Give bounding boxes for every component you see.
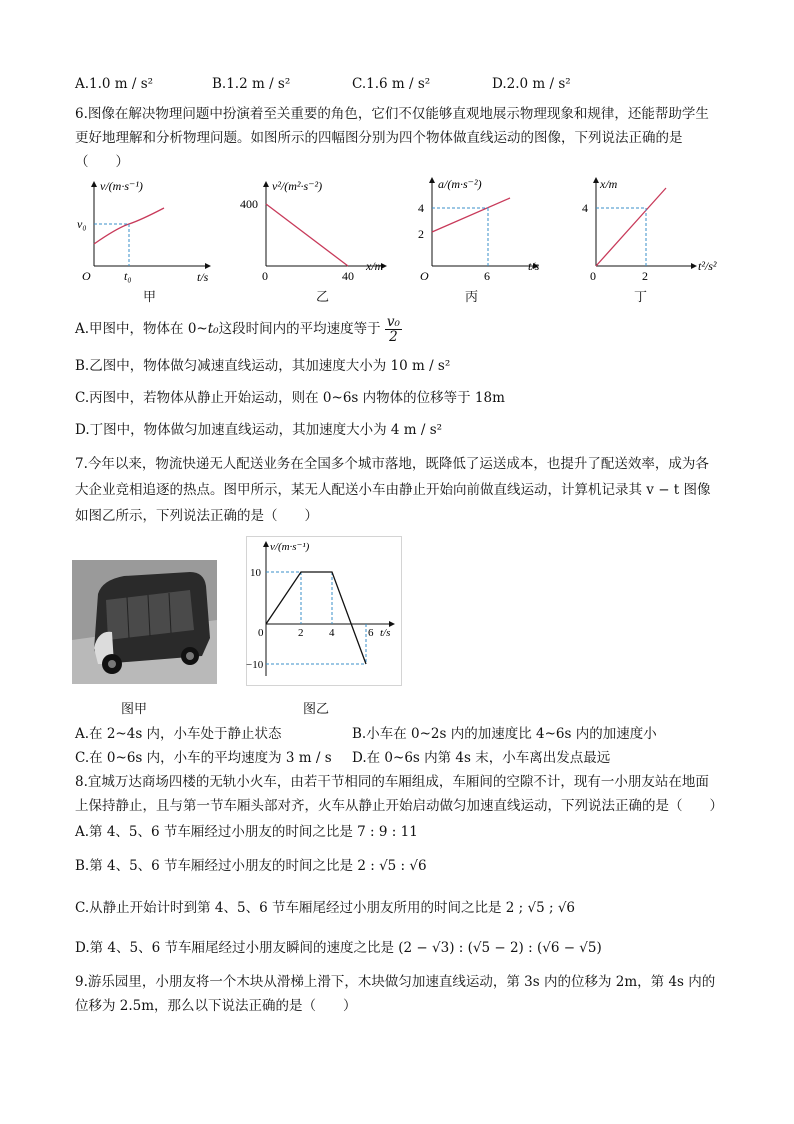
q8-option-a: A.第 4、5、6 节车厢经过小朋友的时间之比是 7 : 9 : 11	[75, 824, 418, 840]
y-tick-neg: −10	[246, 659, 264, 671]
graph-jia	[72, 176, 222, 301]
q8-option-d: D.第 4、5、6 节车厢尾经过小朋友瞬间的速度之比是 (2 − √3) : (√5 − 2) : (√6 − √5)	[75, 940, 602, 956]
origin-label: 0	[590, 269, 596, 283]
q7-option-c: C.在 0~6s 内，小车的平均速度为 3 m / s	[75, 750, 332, 766]
y-axis-label: v/(m·s⁻¹)	[100, 179, 143, 193]
fraction-numerator: v₀	[386, 314, 400, 330]
q7-stem-line1: 7.今年以来，物流快递无人配送业务在全国多个城市落地，既降低了运送成本，也提升了配送效率，成为各	[75, 456, 709, 472]
q5-option-c: C.1.6 m / s²	[352, 76, 431, 92]
x-tick-label: t₀	[124, 269, 132, 283]
fraction-denominator: 2	[389, 329, 398, 345]
graph-yi	[238, 176, 398, 301]
q6-option-a-pre: A.甲图中，物体在 0~	[75, 321, 208, 337]
q8-stem-line2: 上保持静止，且与第一节车厢头部对齐，火车从静止开始启动做匀加速直线运动，下列说法正确的是（ ）	[75, 798, 723, 814]
x-tick-6: 6	[368, 627, 374, 639]
origin-label: 0	[262, 269, 268, 283]
vehicle-illustration	[72, 560, 217, 684]
caption-fig-yi: 图乙	[303, 702, 330, 717]
x-tick-label: 40	[342, 269, 354, 283]
q6-stem-line1: 6.图像在解决物理问题中扮演着至关重要的角色，它们不仅能够直观地展示物理现象和规律，还能帮助学生	[75, 106, 709, 122]
a-t-line	[432, 198, 510, 232]
q6-option-c: C.丙图中，若物体从静止开始运动，则在 0~6s 内物体的位移等于 18m	[75, 390, 505, 406]
q5-option-a: A.1.0 m / s²	[75, 76, 154, 92]
vt-graph-q7	[246, 536, 402, 686]
q8-stem-line1: 8.宜城万达商场四楼的无轨小火车，由若干节相同的车厢组成，车厢间的空隙不计，现有一小朋友站在地面	[75, 774, 709, 790]
q7-stem-line2: 大企业竞相追逐的热点。图甲所示，某无人配送小车由静止开始向前做直线运动，计算机记录其 v − t 图像	[75, 482, 711, 498]
x-tick-label: 6	[484, 269, 490, 283]
graph-ding	[574, 172, 724, 301]
q6-option-a	[75, 312, 402, 346]
q5-option-d: D.2.0 m / s²	[492, 76, 571, 92]
q7-option-b: B.小车在 0~2s 内的加速度比 4~6s 内的加速度小	[352, 726, 657, 742]
q6-option-d: D.丁图中，物体做匀加速直线运动，其加速度大小为 4 m / s²	[75, 422, 443, 438]
y-tick-label: 400	[240, 197, 258, 211]
q8-option-b: B.第 4、5、6 节车厢经过小朋友的时间之比是 2 : √5 : √6	[75, 858, 427, 874]
q7-option-a: A.在 2~4s 内，小车处于静止状态	[75, 726, 282, 742]
q6-option-a-mid: 这段时间内的平均速度等于	[218, 321, 381, 337]
x-axis-label: t²/s²	[698, 259, 717, 273]
x-axis-label: t/s	[380, 627, 391, 639]
q9-stem-line2: 位移为 2.5m，那么以下说法正确的是（ ）	[75, 998, 357, 1014]
v2-x-line	[266, 204, 348, 266]
q7-option-d: D.在 0~6s 内第 4s 末，小车离出发点最远	[352, 750, 611, 766]
y-axis-label: v²/(m²·s⁻²)	[272, 179, 323, 193]
y-axis-label: v/(m·s⁻¹)	[270, 541, 310, 553]
x-tick-4: 4	[329, 627, 335, 639]
q6-stem-line2: 更好地理解和分析物理问题。如图所示的四幅图分别为四个物体做直线运动的图像，下列说法正确的是	[75, 130, 683, 146]
origin-label: O	[82, 269, 91, 283]
y-tick-label: 4	[418, 201, 424, 215]
x-axis-label: t/s	[197, 270, 209, 284]
x-tick-label: 2	[642, 269, 648, 283]
x-tick-2: 2	[298, 627, 304, 639]
v0-over-2-fraction	[385, 315, 402, 344]
y-tick-label-2: 2	[418, 227, 424, 241]
y-tick-label: 4	[582, 201, 588, 215]
q8-option-c: C.从静止开始计时到第 4、5、6 节车厢尾经过小朋友所用的时间之比是 2 ; √5 ; √6	[75, 900, 576, 916]
x-axis-label: t/s	[528, 259, 540, 273]
q9-stem-line1: 9.游乐园里，小朋友将一个木块从滑梯上滑下，木块做匀加速直线运动，第 3s 内的位移为 2m，第 4s 内的	[75, 974, 716, 990]
caption-fig-jia: 图甲	[121, 702, 148, 717]
q5-option-b: B.1.2 m / s²	[212, 76, 291, 92]
y-tick-label: v₀	[77, 217, 87, 231]
caption-bing: 丙	[465, 290, 479, 305]
x-axis-label: x/m	[366, 259, 384, 273]
caption-ding: 丁	[634, 290, 648, 305]
y-axis-label: x/m	[600, 177, 618, 191]
q6-option-b: B.乙图中，物体做匀减速直线运动，其加速度大小为 10 m / s²	[75, 358, 451, 374]
q7-stem-line3: 如图乙所示，下列说法正确的是（ ）	[75, 508, 318, 524]
q6-stem-line3: （ ）	[75, 154, 129, 170]
delivery-vehicle-photo	[72, 560, 217, 684]
y-tick-pos: 10	[250, 567, 261, 579]
caption-yi: 乙	[316, 290, 330, 305]
q6-option-a-t0: t₀	[207, 321, 219, 337]
caption-jia: 甲	[143, 290, 157, 305]
origin-label: O	[420, 269, 429, 283]
x-t2-line	[596, 188, 666, 266]
y-axis-label: a/(m·s⁻²)	[438, 177, 482, 191]
origin-label: 0	[258, 627, 264, 639]
graph-bing	[410, 172, 560, 301]
